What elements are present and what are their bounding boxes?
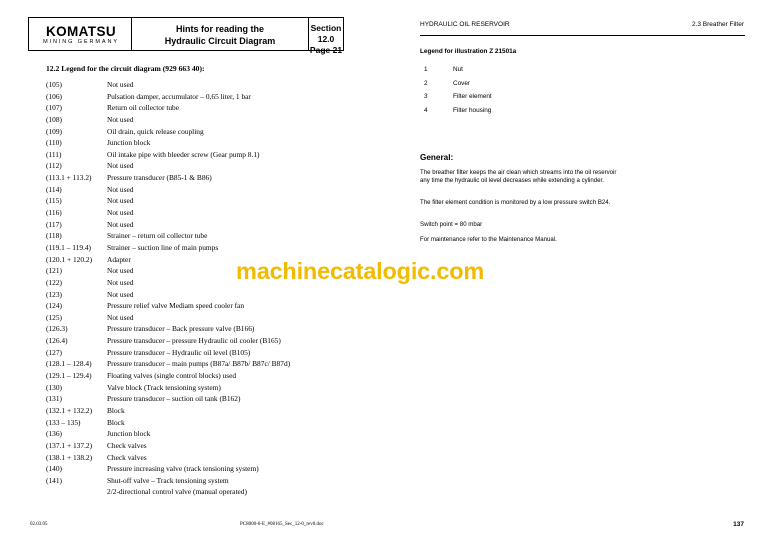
right-header-left: HYDRAULIC OIL RESERVOIR bbox=[420, 21, 510, 28]
legend-number: (118) bbox=[46, 231, 62, 241]
legend-description: Not used bbox=[107, 161, 134, 171]
legend-number: (122) bbox=[46, 277, 63, 287]
legend-description: Pressure transducer – Hydraulic oil level (B105) bbox=[107, 347, 251, 357]
paragraph-monitoring: The filter element condition is monitored by a low pressure switch B24. bbox=[420, 199, 611, 206]
logo-text: KOMATSU bbox=[45, 24, 117, 38]
legend-row bbox=[46, 300, 346, 312]
legend-description: Oil intake pipe with bleeder screw (Gear pump 8.1) bbox=[107, 149, 260, 159]
legend-list bbox=[46, 79, 346, 498]
part-name: Cover bbox=[453, 79, 471, 87]
legend-description: Check valves bbox=[107, 452, 147, 462]
legend-number: (120.1 + 120.2) bbox=[46, 254, 93, 264]
legend-row bbox=[46, 393, 346, 405]
legend-description: Pressure transducer – pressure Hydraulic oil cooler (B165) bbox=[107, 336, 281, 346]
legend-description: Floating valves (single control blocks) used bbox=[107, 371, 237, 381]
part-row bbox=[420, 90, 640, 104]
legend-description: Shut-off valve – Track tensioning system bbox=[107, 475, 229, 485]
legend-row bbox=[46, 417, 346, 429]
section-label: Section 12.0 bbox=[310, 23, 342, 44]
legend-description: Pressure transducer (B85-1 & B86) bbox=[107, 173, 212, 183]
section-cell bbox=[309, 18, 343, 55]
header-title-line1: Hints for reading the bbox=[175, 24, 264, 34]
legend-description: Not used bbox=[107, 196, 134, 206]
legend-description: Pressure increasing valve (track tensioning system) bbox=[107, 464, 259, 474]
legend-description: Valve block (Track tensioning system) bbox=[107, 382, 221, 392]
legend-number: (114) bbox=[46, 184, 62, 194]
legend-row bbox=[46, 126, 346, 138]
logo-cell bbox=[29, 18, 132, 50]
part-name: Filter element bbox=[453, 93, 492, 101]
legend-row bbox=[46, 440, 346, 452]
part-row bbox=[420, 63, 640, 77]
paragraph-breather: The breather filter keeps the air clean which streams into the oil reservoir any time the hydraulic oil level decreases while extending a cylinder. bbox=[420, 169, 617, 184]
legend-row bbox=[46, 358, 346, 370]
watermark: machinecatalogic.com bbox=[236, 258, 485, 284]
legend-number: (141) bbox=[46, 475, 63, 485]
legend-row bbox=[46, 335, 346, 347]
legend-number: (127) bbox=[46, 347, 63, 357]
logo-subtitle: MINING GERMANY bbox=[43, 39, 119, 45]
legend-description: Return oil collector tube bbox=[107, 103, 180, 113]
title-cell bbox=[132, 18, 309, 50]
legend-row bbox=[46, 195, 346, 207]
legend-number: (126.3) bbox=[46, 324, 68, 334]
legend-row bbox=[46, 428, 346, 440]
part-row bbox=[420, 77, 640, 91]
general-heading: General: bbox=[420, 153, 454, 162]
right-legend-title: Legend for illustration Z 21501a bbox=[420, 48, 517, 55]
legend-description: Pressure relief valve Mediam speed cooler fan bbox=[107, 301, 245, 311]
legend-number: (132.1 + 132.2) bbox=[46, 405, 93, 415]
legend-description: Not used bbox=[107, 289, 134, 299]
section-info bbox=[309, 23, 343, 56]
paragraph-maintenance: For maintenance refer to the Maintenance Manual. bbox=[420, 236, 557, 243]
legend-row bbox=[46, 160, 346, 172]
legend-number: (124) bbox=[46, 301, 63, 311]
part-name: Filter housing bbox=[453, 106, 492, 114]
legend-row bbox=[46, 475, 346, 487]
legend-description: Strainer – suction line of main pumps bbox=[107, 242, 219, 252]
legend-row bbox=[46, 149, 346, 161]
legend-number: (115) bbox=[46, 196, 62, 206]
right-legend-list bbox=[420, 63, 640, 117]
legend-row bbox=[46, 347, 346, 359]
legend-number: (119.1 – 119.4) bbox=[46, 242, 92, 252]
legend-description: Not used bbox=[107, 277, 134, 287]
legend-row bbox=[46, 323, 346, 335]
legend-heading: 12.2 Legend for the circuit diagram (929 663 40): bbox=[46, 64, 205, 73]
legend-number: (106) bbox=[46, 91, 63, 101]
legend-number: (112) bbox=[46, 161, 62, 171]
legend-row bbox=[46, 137, 346, 149]
legend-number: (113.1 + 113.2) bbox=[46, 173, 92, 183]
komatsu-logo bbox=[37, 24, 125, 38]
part-name: Nut bbox=[453, 66, 463, 73]
legend-row bbox=[46, 219, 346, 231]
legend-row bbox=[46, 207, 346, 219]
legend-row bbox=[46, 102, 346, 114]
footer-filename: PC8000-6-E_#08165_Sec_12-0_rev0.doc bbox=[240, 522, 324, 527]
legend-description: Pressure transducer – Back pressure valve (B166) bbox=[107, 324, 255, 334]
legend-description: Not used bbox=[107, 114, 134, 124]
legend-description: Not used bbox=[107, 184, 134, 194]
legend-row bbox=[46, 463, 346, 475]
legend-row bbox=[46, 230, 346, 242]
paragraph-switch-point: Switch point = 80 mbar bbox=[420, 221, 483, 228]
legend-description: Strainer – return oil collector tube bbox=[107, 231, 208, 241]
legend-description: Junction block bbox=[107, 138, 151, 148]
page-number: 137 bbox=[733, 521, 744, 528]
legend-row bbox=[46, 91, 346, 103]
legend-description: Check valves bbox=[107, 440, 147, 450]
legend-number: (117) bbox=[46, 219, 62, 229]
legend-number: (131) bbox=[46, 394, 63, 404]
legend-description: Pressure transducer – main pumps (B87a/ B87b/ B87c/ B87d) bbox=[107, 359, 291, 369]
legend-number: (125) bbox=[46, 312, 63, 322]
legend-description: Adapter bbox=[107, 254, 131, 264]
part-number: 4 bbox=[424, 106, 428, 114]
legend-description: 2/2-directional control valve (manual operated) bbox=[107, 487, 247, 497]
legend-row bbox=[46, 486, 346, 498]
legend-number: (137.1 + 137.2) bbox=[46, 440, 93, 450]
legend-description: Not used bbox=[107, 208, 134, 218]
header-title-line2: Hydraulic Circuit Diagram bbox=[164, 36, 276, 46]
legend-number: (116) bbox=[46, 208, 62, 218]
legend-description: Pulsation damper, accumulator – 0,65 liter, 1 bar bbox=[107, 91, 251, 101]
legend-description: Block bbox=[107, 417, 125, 427]
legend-number: (136) bbox=[46, 429, 63, 439]
page-label: Page 21 bbox=[309, 45, 343, 55]
legend-description: Not used bbox=[107, 312, 134, 322]
legend-row bbox=[46, 405, 346, 417]
legend-row bbox=[46, 382, 346, 394]
legend-number: (123) bbox=[46, 289, 63, 299]
legend-row bbox=[46, 184, 346, 196]
header-title bbox=[132, 23, 308, 47]
legend-row bbox=[46, 289, 346, 301]
part-number: 1 bbox=[424, 66, 428, 73]
footer-date: 02.03.05 bbox=[30, 522, 48, 527]
part-number: 3 bbox=[424, 93, 428, 101]
legend-row bbox=[46, 370, 346, 382]
legend-number: (138.1 + 138.2) bbox=[46, 452, 93, 462]
legend-number: (110) bbox=[46, 138, 62, 148]
legend-row bbox=[46, 242, 346, 254]
right-header-right: 2.3 Breather Filter bbox=[691, 21, 744, 28]
legend-number: (121) bbox=[46, 266, 63, 276]
legend-number: (109) bbox=[46, 126, 63, 136]
part-number: 2 bbox=[424, 79, 428, 87]
legend-number: (130) bbox=[46, 382, 63, 392]
header-rule bbox=[420, 35, 745, 36]
legend-description: Pressure transducer – suction oil tank (B162) bbox=[107, 394, 241, 404]
legend-description: Junction block bbox=[107, 429, 151, 439]
legend-description: Not used bbox=[107, 219, 134, 229]
legend-number: (128.1 – 128.4) bbox=[46, 359, 92, 369]
legend-number: (129.1 – 129.4) bbox=[46, 371, 92, 381]
legend-row bbox=[46, 114, 346, 126]
legend-row bbox=[46, 312, 346, 324]
legend-number: (111) bbox=[46, 149, 62, 159]
legend-description: Not used bbox=[107, 80, 134, 89]
legend-description: Oil drain, quick release coupling bbox=[107, 126, 204, 136]
legend-row bbox=[46, 79, 346, 91]
legend-number: (126.4) bbox=[46, 336, 68, 346]
legend-number: (140) bbox=[46, 464, 63, 474]
legend-description: Block bbox=[107, 405, 125, 415]
legend-row bbox=[46, 172, 346, 184]
legend-description: Not used bbox=[107, 266, 134, 276]
legend-number: (108) bbox=[46, 114, 63, 124]
header-box bbox=[28, 17, 344, 55]
legend-number: (107) bbox=[46, 103, 63, 113]
legend-number: (133 – 135) bbox=[46, 417, 81, 427]
legend-row bbox=[46, 452, 346, 464]
legend-number: (105) bbox=[46, 80, 63, 89]
part-row bbox=[420, 104, 640, 118]
